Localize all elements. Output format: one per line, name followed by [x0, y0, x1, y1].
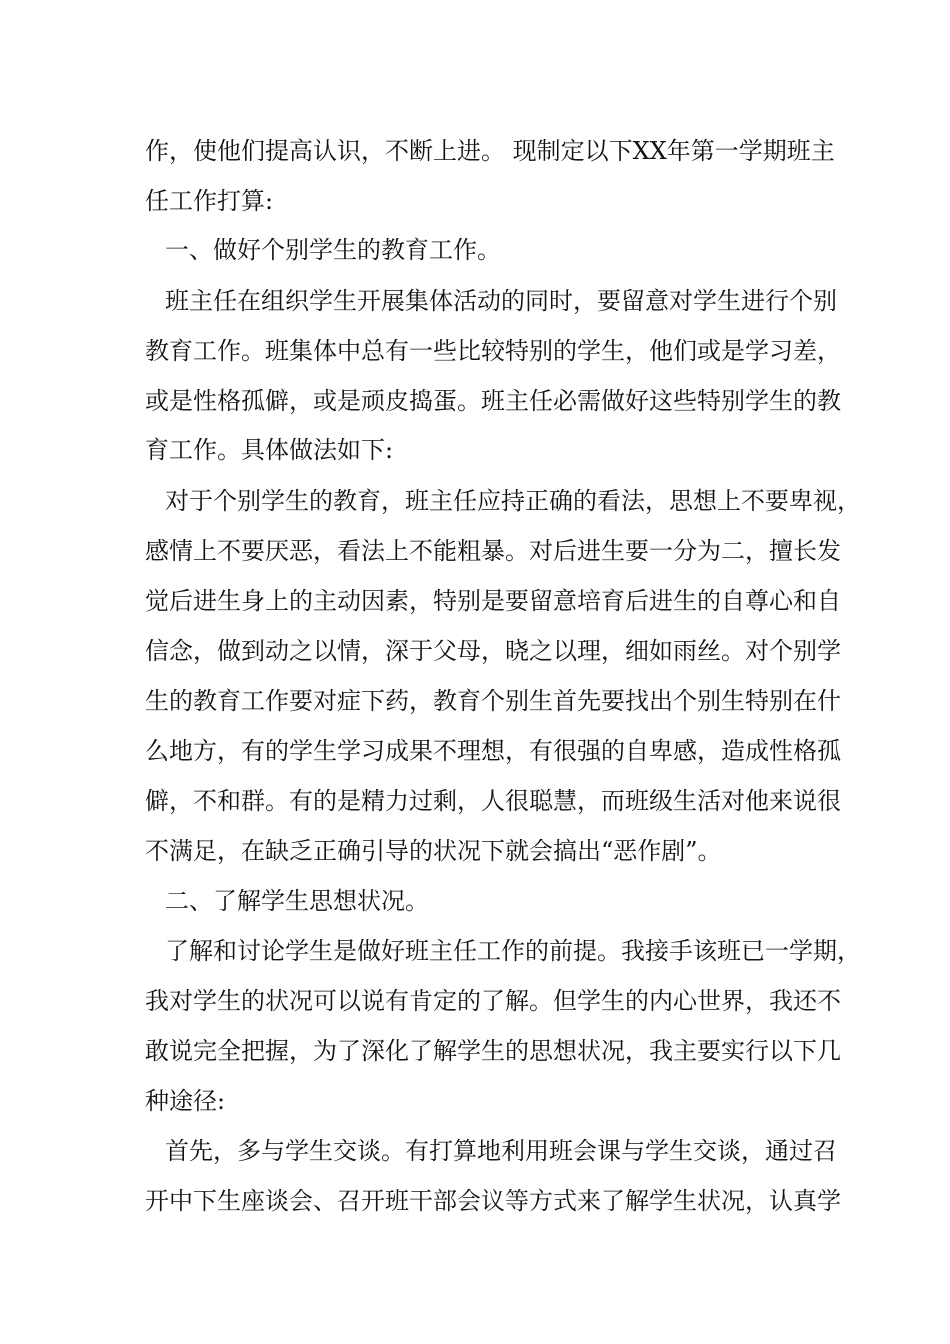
- text-line: 生的教育工作要对症下药，教育个别生首先要找出个别生特别在什: [145, 687, 841, 715]
- text-line: 种途径:: [145, 1087, 226, 1115]
- text-line: 感情上不要厌恶，看法上不能粗暴。对后进生要一分为二，擅长发: [145, 537, 841, 565]
- text-line: 或是性格孤僻，或是顽皮捣蛋。班主任必需做好这些特别学生的教: [145, 387, 841, 415]
- text-line: 信念，做到动之以情，深于父母，晓之以理，细如雨丝。对个别学: [145, 637, 841, 665]
- text-line: 敢说完全把握，为了深化了解学生的思想状况，我主要实行以下几: [145, 1037, 841, 1065]
- section-heading-1: 一、做好个别学生的教育工作。: [165, 236, 501, 264]
- text-line: 我对学生的状况可以说有肯定的了解。但学生的内心世界，我还不: [145, 987, 841, 1015]
- text-line: 开中下生座谈会、召开班干部会议等方式来了解学生状况，认真学: [145, 1187, 841, 1215]
- section-heading-2: 二、了解学生思想状况。: [165, 887, 429, 915]
- text-line: 首先，多与学生交谈。有打算地利用班会课与学生交谈，通过召: [165, 1137, 837, 1165]
- text-line: 僻，不和群。有的是精力过剩，人很聪慧，而班级生活对他来说很: [145, 787, 841, 815]
- text-line: 么地方，有的学生学习成果不理想，有很强的自卑感，造成性格孤: [145, 737, 841, 765]
- text-line: 了解和讨论学生是做好班主任工作的前提。我接手该班已一学期，: [165, 937, 861, 965]
- text-line: 作，使他们提高认识，不断上进。 现制定以下XX年第一学期班主: [145, 137, 835, 165]
- text-line: 任工作打算:: [145, 187, 274, 215]
- text-line: 觉后进生身上的主动因素，特别是要留意培育后进生的自尊心和自: [145, 587, 841, 615]
- text-line: 育工作。具体做法如下:: [145, 436, 394, 464]
- text-line: 不满足，在缺乏正确引导的状况下就会搞出“恶作剧”。: [145, 837, 722, 865]
- text-line: 教育工作。班集体中总有一些比较特别的学生，他们或是学习差，: [145, 337, 841, 365]
- text-line: 对于个别学生的教育，班主任应持正确的看法，思想上不要卑视，: [165, 487, 861, 515]
- text-line: 班主任在组织学生开展集体活动的同时，要留意对学生进行个别: [165, 287, 837, 315]
